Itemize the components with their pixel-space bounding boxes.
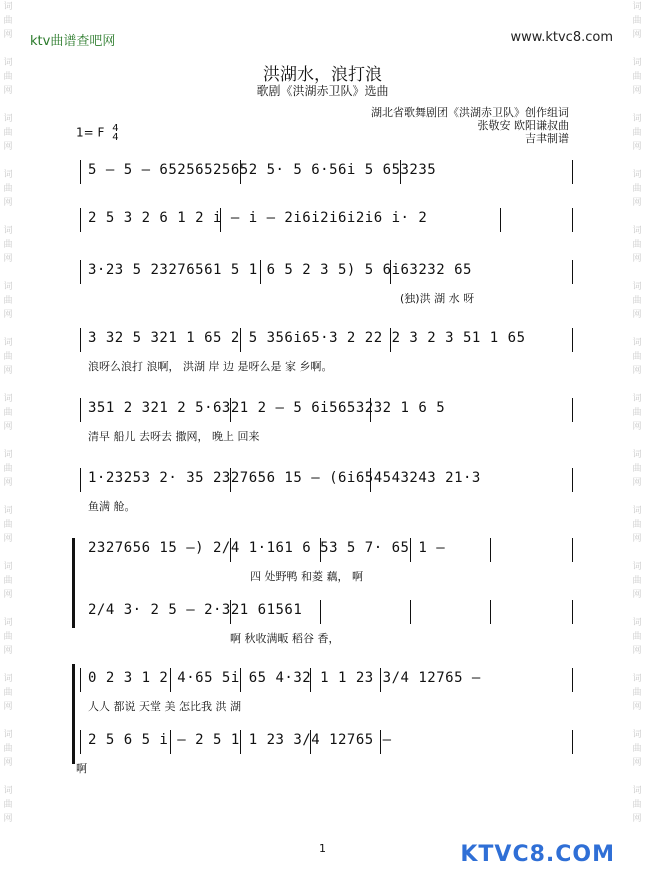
system-bracket — [72, 664, 75, 764]
key-label: 1= F — [76, 125, 105, 140]
side-watermark-right: 词 曲 网 词 曲 网 词 曲 网 词 曲 网 词 曲 网 词 曲 网 词 曲 网 词 曲 网 词 曲 网 词 曲 网 词 曲 网 词 曲 网 词 曲 网 词 曲 网 词 曲 网 — [632, 2, 642, 824]
lyric-line: 啊 秋收满畈 稻谷 香， — [230, 632, 340, 645]
lyric-line: 四 处野鸭 和菱 藕， 啊 — [250, 570, 363, 583]
time-top: 4 — [112, 123, 119, 134]
notation-line: 351 2 321 2 5·6321 2 — 5 6i5653232 1 6 5 — [88, 400, 446, 416]
notation-line: 2 5 3 2 6 1 2 i — i — 2i6i2i6i2i6 i· 2 — [88, 210, 428, 226]
credit-transcriber: 吉聿制谱 — [525, 132, 569, 145]
song-subtitle: 歌剧《洪湖赤卫队》选曲 — [256, 84, 389, 98]
time-bottom: 4 — [112, 132, 119, 143]
credit-composer: 张敬安 欧阳谦叔曲 — [477, 119, 569, 132]
brand-watermark: KTVC8.COM — [460, 842, 615, 867]
lyric-line: 浪呀么浪打 浪啊， 洪湖 岸 边 是呀么是 家 乡啊。 — [88, 360, 333, 373]
notation-line: 1·23253 2· 35 2327656 15 — (6i654543243 21·3 — [88, 470, 481, 486]
side-watermark-left: 词 曲 网 词 曲 网 词 曲 网 词 曲 网 词 曲 网 词 曲 网 词 曲 网 词 曲 网 词 曲 网 词 曲 网 词 曲 网 词 曲 网 词 曲 网 词 曲 网 词 曲 网 — [3, 2, 13, 824]
notation-line: 2327656 15 —) 2/4 1·161 6 53 5 7· 65 1 — — [88, 540, 446, 556]
notation-line: 0 2 3 1 2 4·65 5i 65 4·32 1 1 23 3/4 12765 — — [88, 670, 481, 686]
lyric-line: 清早 船儿 去呀去 撒网， 晚上 回来 — [88, 430, 260, 443]
notation-line: 2 5 6 5 i — 2 5 1 1 23 3/4 12765 — — [88, 732, 392, 748]
system-bracket — [72, 538, 75, 628]
notation-line: 3·23 5 23276561 5 1 6 5 2 3 5) 5 6i63232 65 — [88, 262, 472, 278]
lyric-line: 啊 — [76, 762, 87, 775]
key-signature — [76, 124, 119, 142]
site-url[interactable]: www.ktvc8.com — [510, 30, 613, 45]
site-name[interactable]: ktv曲谱查吧网 — [30, 34, 116, 49]
page-number: 1 — [319, 842, 326, 855]
credit-lyricist: 湖北省歌舞剧团《洪湖赤卫队》创作组词 — [371, 106, 569, 119]
notation-line: 3 32 5 321 1 65 2 5 356i65·3 2 22 2 3 2 3 51 1 65 — [88, 330, 526, 346]
lyric-line: (独)洪 湖 水 呀 — [400, 292, 475, 305]
lyric-line: 鱼满 舱。 — [88, 500, 136, 513]
lyric-line: 人人 都说 天堂 美 怎比我 洪 湖 — [88, 700, 241, 713]
song-title: 洪湖水，浪打浪 — [263, 65, 382, 85]
time-signature — [112, 124, 118, 142]
notation-line: 2/4 3· 2 5 — 2·321 61561 — [88, 602, 303, 618]
notation-line: 5 — 5 — 65256525652 5· 5 6·56i 5 653235 — [88, 162, 437, 178]
